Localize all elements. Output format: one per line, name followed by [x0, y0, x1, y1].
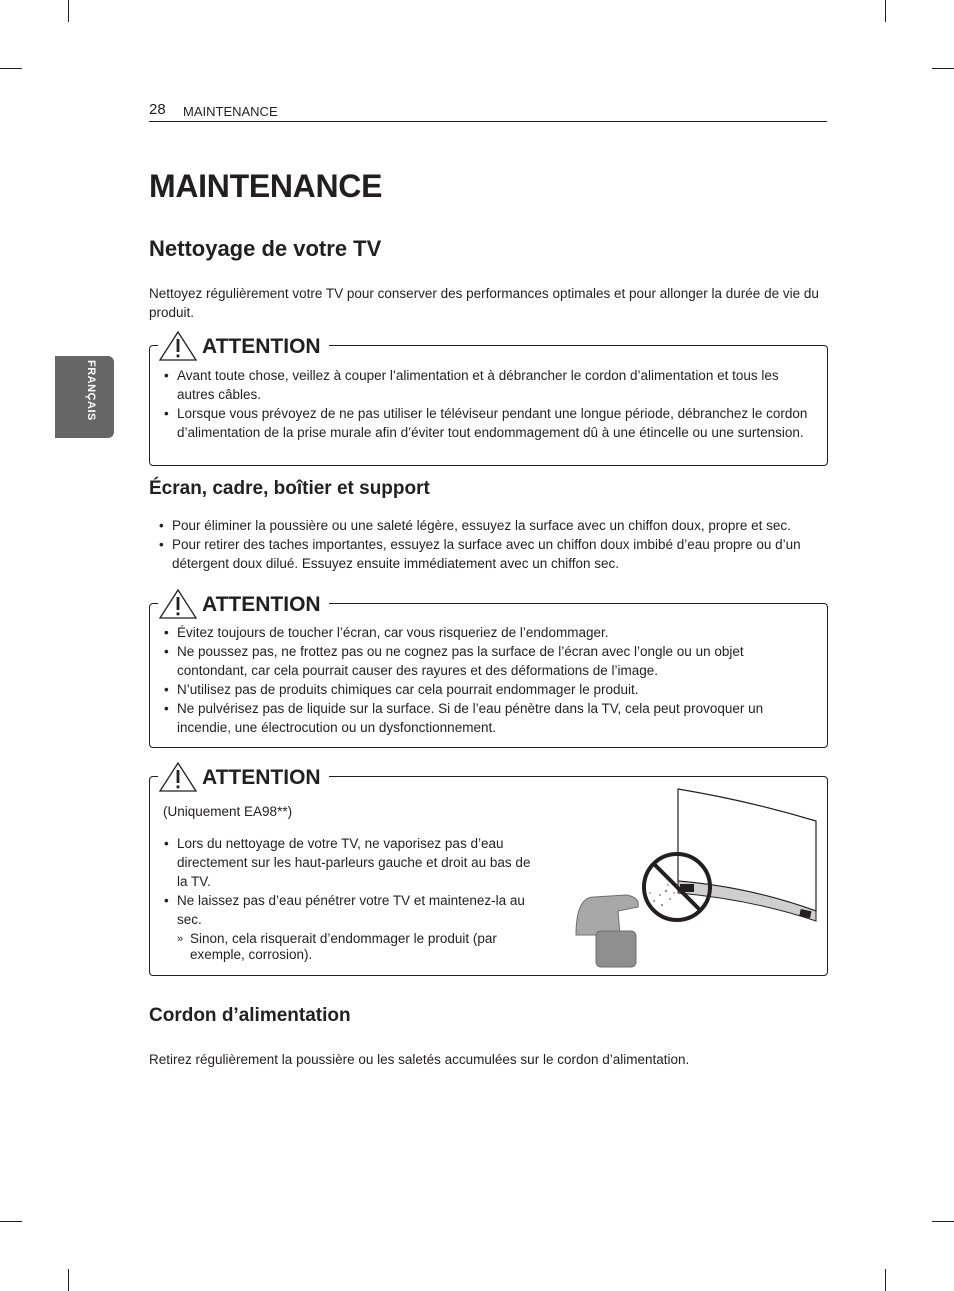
caution-box-1: [149, 335, 828, 466]
caution-item: • Lorsque vous prévoyez de ne pas utiliser le téléviseur pendant une longue période, débranchez le cordon d’alimentation de la prise murale afin d’éviter tout endommagement dû à une étincelle ou une surtension.: [164, 404, 814, 442]
caution-label: ATTENTION: [202, 593, 321, 616]
crop-mark: [932, 68, 954, 69]
caution-box-2: [149, 593, 828, 748]
crop-mark: [0, 1221, 22, 1222]
sub-note-text: Sinon, cela risquerait d’endommager le produit (par exemple, corrosion).: [190, 931, 497, 962]
caution-header: [158, 753, 329, 793]
crop-mark: [885, 1269, 886, 1291]
language-label: FRANÇAIS: [85, 360, 97, 421]
warning-icon: [158, 330, 198, 362]
running-header: MAINTENANCE: [183, 104, 278, 119]
section-heading-screen: Écran, cadre, boîtier et support: [149, 478, 430, 499]
sub-note: [177, 931, 520, 963]
caution-label: ATTENTION: [202, 766, 321, 789]
caution-label: ATTENTION: [202, 335, 321, 358]
intro-paragraph: Nettoyez régulièrement votre TV pour conserver des performances optimales et pour allonger la durée de vie du produit.: [149, 286, 819, 320]
section-heading-cleaning: Nettoyage de votre TV: [149, 236, 382, 261]
crop-mark: [0, 68, 22, 69]
list-item: • Pour éliminer la poussière ou une saleté légère, essuyez la surface avec un chiffon doux, propre et sec.: [159, 516, 827, 535]
caution-header: [158, 322, 329, 362]
model-note: (Uniquement EA98**): [163, 804, 293, 819]
power-cord-paragraph: Retirez régulièrement la poussière ou les saletés accumulées sur le cordon d’alimentation.: [149, 1052, 690, 1067]
header-divider: [149, 121, 827, 122]
caution-item: • Ne laissez pas d’eau pénétrer votre TV et maintenez-la au sec.: [164, 891, 532, 929]
sub-marker: »: [177, 933, 184, 945]
crop-mark: [885, 0, 886, 22]
list-item: • Pour retirer des taches importantes, essuyez la surface avec un chiffon doux imbibé d’eau propre ou d’un détergent doux dilué. Essuyez ensuite immédiatement avec un chiffon sec.: [159, 535, 827, 573]
crop-mark: [932, 1221, 954, 1222]
caution-item: • Ne pulvérisez pas de liquide sur la surface. Si de l’eau pénètre dans la TV, cela peut provoquer un incendie, une électrocution ou un dysfonctionnement.: [164, 699, 814, 737]
caution-box-3: [149, 766, 828, 976]
page-title: MAINTENANCE: [149, 168, 383, 204]
caution-item: • Lors du nettoyage de votre TV, ne vaporisez pas d’eau directement sur les haut-parleurs gauche et droit au bas de la TV.: [164, 834, 532, 891]
caution-item: • Évitez toujours de toucher l’écran, car vous risqueriez de l’endommager.: [164, 623, 814, 642]
crop-mark: [68, 1269, 69, 1291]
crop-mark: [68, 0, 69, 22]
section-heading-power-cord: Cordon d’alimentation: [149, 1005, 351, 1026]
caution-item: • Ne poussez pas, ne frottez pas ou ne cognez pas la surface de l’écran avec l’ongle ou un objet contondant, car cela pourrait causer des rayures et des déformations de l’image.: [164, 642, 814, 680]
page-number: 28: [149, 101, 166, 118]
warning-icon: [158, 588, 198, 620]
tv-spray-illustration: [570, 785, 825, 970]
caution-item: • N’utilisez pas de produits chimiques car cela pourrait endommager le produit.: [164, 680, 814, 699]
caution-item: • Avant toute chose, veillez à couper l’alimentation et à débrancher le cordon d’alimentation et tous les autres câbles.: [164, 366, 814, 404]
caution-header: [158, 580, 329, 620]
language-tab: [55, 356, 114, 438]
warning-icon: [158, 761, 198, 793]
